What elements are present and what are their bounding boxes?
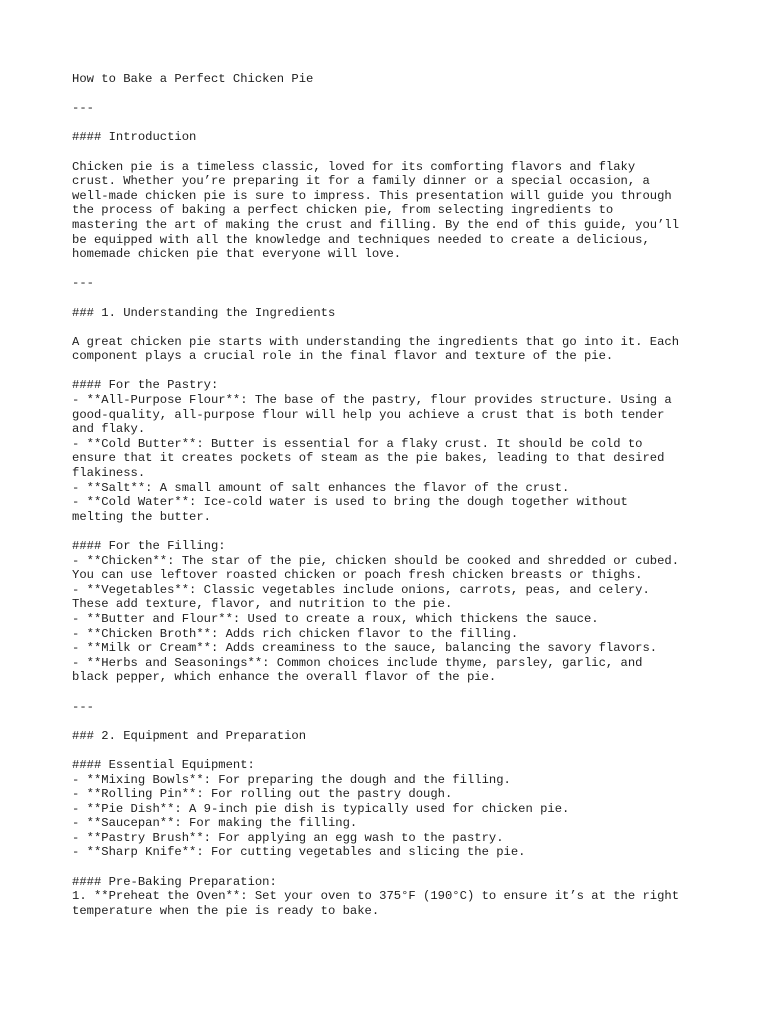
list-item: - **Pie Dish**: A 9-inch pie dish is typically used for chicken pie. [72,801,570,816]
list-item: - **All-Purpose Flour**: The base of the pastry, flour provides structure. Using a [72,393,672,408]
text-line: be equipped with all the knowledge and techniques needed to create a delicious, [72,232,650,247]
text-line: These add texture, flavor, and nutrition to the pie. [72,597,453,612]
document-title: How to Bake a Perfect Chicken Pie [72,72,314,86]
text-line: A great chicken pie starts with understanding the ingredients that go into it. Each [72,334,680,349]
blank-line [72,291,704,306]
list-item: - **Pastry Brush**: For applying an egg wash to the pastry. [72,830,504,845]
text-line: melting the butter. [72,509,211,524]
subsection-heading: #### Pre-Baking Preparation: [72,874,277,889]
text-line: homemade chicken pie that everyone will love. [72,247,402,262]
text-line: mastering the art of making the crust and filling. By the end of this guide, you’ll [72,217,680,232]
blank-line [72,262,704,277]
text-line: ensure that it creates pockets of steam as the pie bakes, leading to that desired [72,451,665,466]
list-item: - **Salt**: A small amount of salt enhances the flavor of the crust. [72,480,570,495]
text-line: temperature when the pie is ready to bake. [72,903,380,918]
list-item: - **Saucepan**: For making the filling. [72,816,358,831]
subsection-heading: #### Essential Equipment: [72,757,255,772]
section-heading: ### 2. Equipment and Preparation [72,728,307,743]
blank-line [72,87,704,102]
text-line: the process of baking a perfect chicken pie, from selecting ingredients to [72,203,614,218]
blank-line [72,145,704,160]
text-line: and flaky. [72,422,146,437]
horizontal-rule: --- [72,101,94,116]
text-line: good-quality, all-purpose flour will help you achieve a crust that is both tender [72,407,665,422]
blank-line [72,524,704,539]
blank-line [72,320,704,335]
list-item: - **Mixing Bowls**: For preparing the dough and the filling. [72,772,511,787]
horizontal-rule: --- [72,276,94,291]
list-item: - **Sharp Knife**: For cutting vegetables and slicing the pie. [72,845,526,860]
section-heading: ### 1. Understanding the Ingredients [72,305,336,320]
list-item: - **Cold Butter**: Butter is essential for a flaky crust. It should be cold to [72,436,643,451]
list-item: - **Vegetables**: Classic vegetables include onions, carrots, peas, and celery. [72,582,650,597]
text-line: You can use leftover roasted chicken or poach fresh chicken breasts or thighs. [72,568,643,583]
subsection-heading: #### Introduction [72,130,197,145]
numbered-item: 1. **Preheat the Oven**: Set your oven to 375°F (190°C) to ensure it’s at the right [72,889,680,904]
list-item: - **Herbs and Seasonings**: Common choices include thyme, parsley, garlic, and [72,655,643,670]
text-line: flakiness. [72,466,146,481]
text-line: crust. Whether you’re preparing it for a family dinner or a special occasion, a [72,174,650,189]
text-line: well-made chicken pie is sure to impress. This presentation will guide you through [72,188,672,203]
list-item: - **Chicken Broth**: Adds rich chicken flavor to the filling. [72,626,519,641]
blank-line [72,685,704,700]
blank-line [72,364,704,379]
list-item: - **Milk or Cream**: Adds creaminess to the sauce, balancing the savory flavors. [72,641,658,656]
list-item: - **Rolling Pin**: For rolling out the pastry dough. [72,787,453,802]
blank-line [72,116,704,131]
list-item: - **Cold Water**: Ice-cold water is used to bring the dough together without [72,495,628,510]
blank-line [72,714,704,729]
horizontal-rule: --- [72,699,94,714]
blank-line [72,860,704,875]
text-line: component plays a crucial role in the final flavor and texture of the pie. [72,349,614,364]
blank-line [72,743,704,758]
text-line: Chicken pie is a timeless classic, loved for its comforting flavors and flaky [72,159,636,174]
list-item: - **Butter and Flour**: Used to create a roux, which thickens the sauce. [72,611,599,626]
subsection-heading: #### For the Pastry: [72,378,219,393]
subsection-heading: #### For the Filling: [72,539,226,553]
list-item: - **Chicken**: The star of the pie, chicken should be cooked and shredded or cubed. [72,553,680,568]
text-line: black pepper, which enhance the overall flavor of the pie. [72,670,497,685]
